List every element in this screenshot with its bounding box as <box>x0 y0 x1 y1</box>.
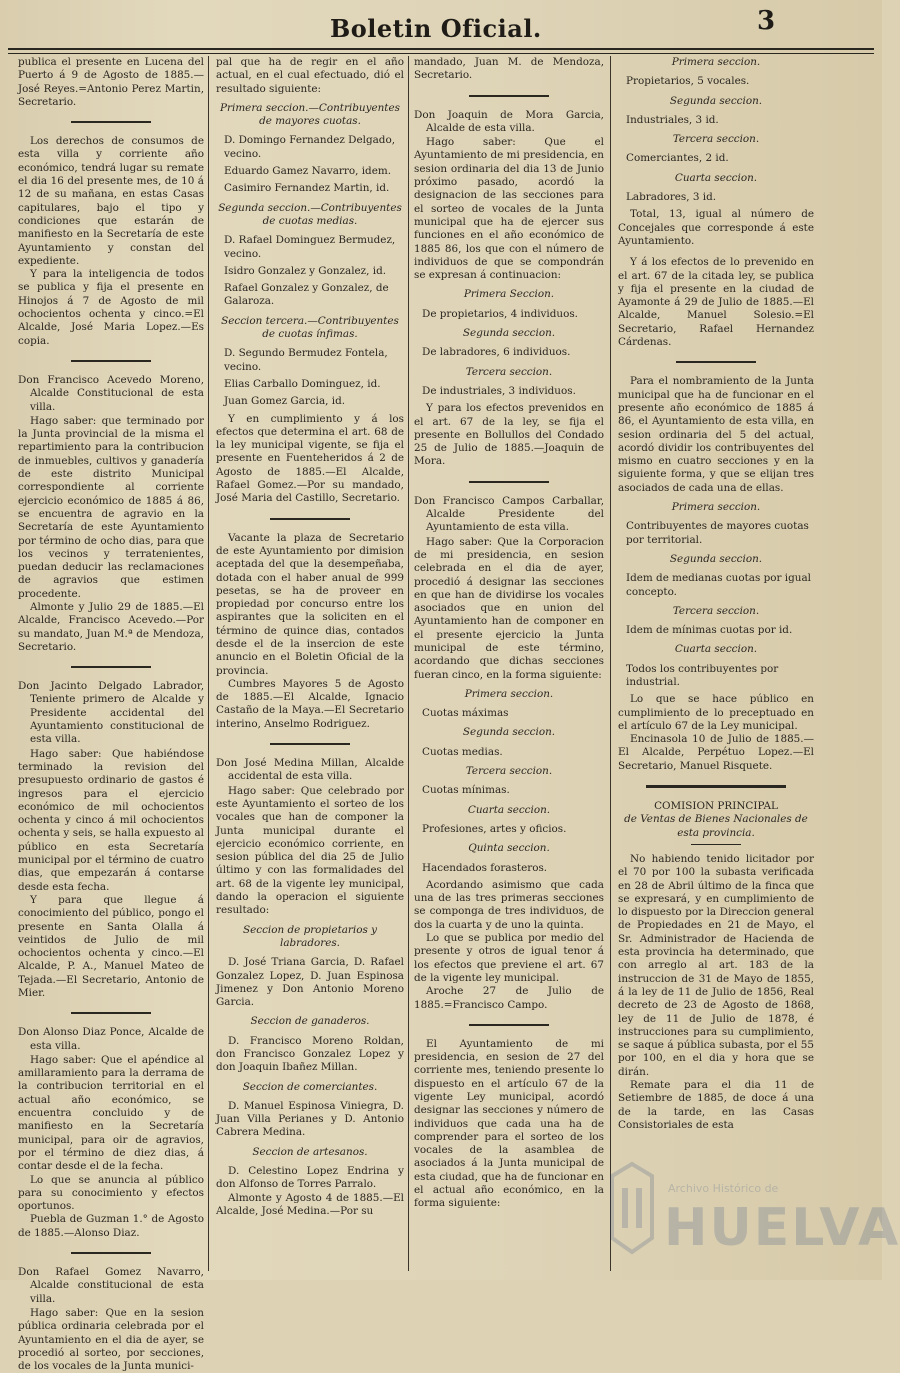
notice-fuenteheridos-body: Hago saber: Que en la sesion pública ordinaria celebrada por el Ayuntamiento en el dia de ayer, se procedió al sorteo, por secciones, de los vocales de la Junta munici- <box>18 1306 204 1373</box>
notice-aroche-note: Acordando asimismo que cada una de las tres primeras secciones se componga de tres individuos, de dos la cuarta y de uno la quinta. <box>414 878 604 931</box>
list-item: D. Rafael Dominguez Bermudez, vecino. <box>224 234 396 260</box>
section-heading: Quinta seccion. <box>468 842 550 855</box>
list-item: De propietarios, 4 individuos. <box>422 307 578 320</box>
notice-bollullos-body: Hago saber: Que el Ayuntamiento de mi presidencia, en sesion ordinaria del dia 13 de Junio próximo pasado, acordó la designacion de las secciones para el sorteo de vocales de la Junta municipal que ha de ejercer sus funciones en el año económico de 1885 86, los que con el número de individuos de que se compondrán se expresan á continuacion: <box>414 136 604 282</box>
section-heading: Cuarta seccion. <box>674 643 758 656</box>
section-heading: Primera Seccion. <box>463 288 555 301</box>
spacer <box>618 248 814 256</box>
section-heading: Primera seccion. <box>671 501 761 514</box>
notice-aroche-note: Lo que se publica por medio del presente y otros de igual tenor á los efectos que previene el art. 67 de la vigente ley municipal. <box>414 932 604 984</box>
section-rule <box>270 743 350 745</box>
list-item: Contribuyentes de mayores cuotas por territorial. <box>626 520 809 546</box>
section-rule <box>71 1012 151 1014</box>
section-heading: Cuarta seccion. <box>467 803 551 816</box>
section-heading: Segunda seccion. <box>669 94 763 107</box>
section-heading: Seccion de comerciantes. <box>242 1080 378 1093</box>
list-item: De industriales, 3 individuos. <box>422 384 576 397</box>
section-rule <box>676 361 756 363</box>
column-2 <box>216 56 404 1271</box>
notice-puebla-body: Hago saber: Que el apéndice al amillaramiento para la derrama de la contribucion territorial en el actual año económico, se encuentra concluido y de manifiesto en la Secretaría municipal, para oir de agravios, por el término de diez dias, á contar desde el de la fecha. <box>18 1053 204 1173</box>
notice-puebla-sign: Puebla de Guzman 1.° de Agosto de 1885.—Alonso Diaz. <box>18 1213 204 1239</box>
notice-santa-olalla-body: Hago saber: Que habiéndose terminado la revision del presupuesto ordinario de gastos é ingresos para el ejercicio económico de mil ochocientos ochenta y cinco á mil ochocientos ochenta y seis, se halla expuesto al público en esta Secretaría municipal por el término de cuatro dias, que empezarán á contarse desde esta fecha. <box>18 747 204 893</box>
column-3 <box>414 56 604 1271</box>
watermark-line1: Archivo Histórico de <box>668 1182 779 1195</box>
notice-encinasola-sign: Encinasola 10 de Julio de 1885.—El Alcalde, Perpétuo Lopez.—El Secretario, Manuel Risquete. <box>618 733 814 772</box>
section-heading: Primera seccion.—Contribuyentes de mayores cuotas. <box>220 101 400 128</box>
column-divider <box>610 56 611 1271</box>
notice-ayamonte-body: El Ayuntamiento de mi presidencia, en sesion de 27 del corriente mes, teniendo presente lo dispuesto en el artículo 67 de la vigente Ley municipal, acordó designar las secciones y número de individuos que cada una ha de comprender para el sorteo de los vocales de la asamblea de asociados á la Junta municipal de esta ciudad, que ha de funcionar en el actual año económico, en la forma siguiente: <box>414 1037 604 1210</box>
notice-subasta-remate: Remate para el dia 11 de Setiembre de 1885, de doce á una de la tarde, en las Casas Consistoriales de esta <box>618 1079 814 1131</box>
section-heading: Primera seccion. <box>464 687 554 700</box>
notice-continuation: pal que ha de regir en el año actual, en el cual efectuado, dió el resultado siguiente: <box>216 56 404 95</box>
notice-subasta-body: No habiendo tenido licitador por el 70 por 100 la subasta verificada en 28 de Abril último de la finca que se expresará, y en cumplimiento de lo dispuesto por la Direccion general de Propiedades en 21 de Mayo, el Sr. Administrador de Hacienda de esta provincia ha determinado, que con arreglo al art. 183 de la instruccion de 31 de Mayo de 1855, á la ley de 11 de Julio de 1856, Real decreto de 23 de Agosto de 1868, ley de 11 de Julio de 1878, é instrucciones para su cumplimiento, se saque á pública subasta, por el 55 por 100, en el dia y hora que se dirán. <box>618 852 814 1078</box>
notice-bollullos-sign: Y para los efectos prevenidos en el art. 67 de la ley, se fija el presente en Bollullos del Condado 25 de Julio de 1885.—Joaquin de Mora. <box>414 402 604 468</box>
list-paragraph: D. Manuel Espinosa Viniegra, D. Juan Villa Perianes y D. Antonio Cabrera Medina. <box>216 1099 404 1139</box>
notice-almonte-head: Don Francisco Acevedo Moreno, Alcalde Constitucional de esta villa. <box>18 373 204 413</box>
list-item: D. Segundo Bermudez Fontela, vecino. <box>224 347 388 373</box>
notice-aroche-body: Hago saber: Que la Corporacion de mi presidencia, en sesion celebrada en el dia de ayer, procedió á designar las secciones en que han de dividirse los vocales asociados que en union del Ayuntamiento han de componer en el presente ejercicio la Junta municipal de este término, acordando que dichas secciones fueran cinco, en la forma siguiente: <box>414 535 604 681</box>
section-subtitle: de Ventas de Bienes Nacionales de esta provincia. <box>624 813 808 839</box>
column-1 <box>18 56 204 1373</box>
watermark-line2: HUELVA <box>664 1198 900 1258</box>
section-rule <box>71 121 151 123</box>
notice-aroche-sign: Aroche 27 de Julio de 1885.=Francisco Campo. <box>414 985 604 1011</box>
list-item: Industriales, 3 id. <box>626 113 719 126</box>
notice-santa-olalla-sign: Y para que llegue á conocimiento del público, pongo el presente en Santa Olalla á veintidos de Julio de mil ochocientos ochenta y cinco.—El Alcalde, P. A., Manuel Mateo de Tejada.—El Secretario, Antonio de Mier. <box>18 893 204 999</box>
notice-almonte-body: Hago saber: que terminado por la Junta provincial de la misma el repartimiento para la contribucion de inmuebles, cultivos y ganadería de este distrito Municipal correspondiente al corriente ejercicio económico de 1885 á 86, se encuentra de agravio en la Secretaría de este Ayuntamiento por término de ocho dias, para que los vecinos y terratenientes, puedan deducir las reclamaciones de agravios que estimen procedente. <box>18 414 204 600</box>
section-rule <box>469 481 549 483</box>
list-item: Casimiro Fernandez Martin, id. <box>224 182 390 195</box>
notice-encinasola-body: Para el nombramiento de la Junta municipal que ha de funcionar en el presente año económico de 1885 á 86, el Ayuntamiento de esta villa, en sesion ordinaria del 5 del actual, acordó dividir los contribuyentes del mismo en cuatro secciones y en la siguiente forma, y que se elijan tres asociados de cada una de ellas. <box>618 375 814 494</box>
notice-lucena: publica el presente en Lucena del Puerto á 9 de Agosto de 1885.—José Reyes.=Antonio Perez Martin, Secretario. <box>18 56 204 108</box>
list-item: Juan Gomez Garcia, id. <box>224 395 346 408</box>
notice-encinasola-note: Lo que se hace público en cumplimiento de lo preceptuado en el artículo 67 de la Ley municipal. <box>618 693 814 732</box>
section-rule <box>469 1024 549 1026</box>
list-item: Todos los contribuyentes por industrial. <box>626 662 779 688</box>
notice-sign: Y en cumplimiento y á los efectos que determina el art. 68 de la ley municipal vigente, se fija el presente en Fuenteheridos á 2 de Agosto de 1885.—El Alcalde, Rafael Gomez.—Por su mandado, José Maria del Castillo, Secretario. <box>216 412 404 505</box>
column-divider <box>408 56 409 1271</box>
column-4 <box>618 56 814 1271</box>
section-rule <box>71 666 151 668</box>
section-rule <box>71 1252 151 1254</box>
section-heading: Seccion de artesanos. <box>252 1145 368 1158</box>
section-rule <box>270 518 350 520</box>
section-rule <box>469 95 549 97</box>
list-item: Rafael Gonzalez y Gonzalez, de Galaroza. <box>224 282 389 308</box>
list-item: Eduardo Gamez Navarro, idem. <box>224 165 392 178</box>
section-heading: Segunda seccion. <box>669 552 763 565</box>
notice-medina-head: Don José Medina Millan, Alcalde accidental de esta villa. <box>216 757 404 783</box>
section-heading: Primera seccion. <box>671 56 761 68</box>
notice-bollullos-head: Don Joaquin de Mora Garcia, Alcalde de esta villa. <box>414 108 604 134</box>
section-rule <box>646 785 786 788</box>
section-heading: Segunda seccion.—Contribuyentes de cuotas medias. <box>218 201 402 227</box>
list-paragraph: D. Francisco Moreno Roldan, don Francisco Gonzalez Lopez y don Joaquin Ibañez Millan. <box>216 1034 404 1074</box>
section-heading: Tercera seccion. <box>672 133 760 146</box>
section-rule <box>691 844 741 845</box>
section-heading: Tercera seccion. <box>465 765 553 778</box>
notice-cumbres-sign: Cumbres Mayores 5 de Agosto de 1885.—El Alcalde, Ignacio Castaño de la Maya.—El Secretario interino, Anselmo Rodriguez. <box>216 677 404 730</box>
notice-continuation: mandado, Juan M. de Mendoza, Secretario. <box>414 56 604 82</box>
notice-santa-olalla-head: Don Jacinto Delgado Labrador, Teniente primero de Alcalde y Presidente accidental del Ayuntamiento constitucional de esta villa. <box>18 680 204 746</box>
notice-almonte-sign: Almonte y Julio 29 de 1885.—El Alcalde, Francisco Acevedo.—Por su mandato, Juan M.ª de Mendoza, Secretario. <box>18 600 204 653</box>
list-item: Idem de mínimas cuotas por id. <box>626 624 793 637</box>
page-header <box>0 0 882 50</box>
list-paragraph: D. Celestino Lopez Endrina y don Alfonso de Torres Parralo. <box>216 1165 404 1191</box>
list-item: Cuotas mínimas. <box>422 784 510 797</box>
list-item: Idem de medianas cuotas por igual concepto. <box>626 572 811 598</box>
notice-medina-sign: Almonte y Agosto 4 de 1885.—El Alcalde, José Medina.—Por su <box>216 1191 404 1217</box>
notice-hinojos-body: Los derechos de consumos de esta villa y corriente año económico, tendrá lugar su remate el dia 16 del presente mes, de 10 á 12 de su mañana, en estas Casas capitulares, bajo el tipo y condiciones que estarán de manifiesto en la Secretaría de este Ayuntamiento y constan del expediente. <box>18 135 204 267</box>
list-item: Labradores, 3 id. <box>626 191 717 204</box>
section-heading: Segunda seccion. <box>462 327 556 340</box>
notice-aroche-head: Don Francisco Campos Carballar, Alcalde Presidente del Ayuntamiento de esta villa. <box>414 494 604 534</box>
list-item: Comerciantes, 2 id. <box>626 152 729 165</box>
list-item: Cuotas máximas <box>422 707 509 720</box>
column-divider <box>208 56 209 1271</box>
list-item: Profesiones, artes y oficios. <box>422 822 567 835</box>
section-heading: Seccion de propietarios y labradores. <box>242 923 377 949</box>
list-item: Hacendados forasteros. <box>422 861 548 874</box>
section-heading: Tercera seccion. <box>672 604 760 617</box>
masthead-title: Boletin Oficial. <box>330 14 542 43</box>
notice-medina-body: Hago saber: Que celebrado por este Ayuntamiento el sorteo de los vocales que han de componer la Junta municipal durante el ejercicio económico corriente, en sesion pública del dia 25 de Julio último y con las formalidades del art. 68 de la vigente ley municipal, dando la operacion el siguiente resultado: <box>216 784 404 917</box>
notice-puebla-head: Don Alonso Diaz Ponce, Alcalde de esta villa. <box>18 1026 204 1052</box>
list-item: Cuotas medias. <box>422 745 503 758</box>
notice-fuenteheridos-head: Don Rafael Gomez Navarro, Alcalde constitucional de esta villa. <box>18 1266 204 1305</box>
list-paragraph: D. José Triana Garcia, D. Rafael Gonzalez Lopez, D. Juan Espinosa Jimenez y Don Antonio Moreno Garcia. <box>216 956 404 1009</box>
list-item: Elias Carballo Dominguez, id. <box>224 377 381 390</box>
notice-ayamonte-total: Total, 13, igual al número de Concejales que corresponde á este Ayuntamiento. <box>618 208 814 247</box>
list-item: D. Domingo Fernandez Delgado, vecino. <box>224 134 396 160</box>
notice-puebla-note: Lo que se anuncia al público para su conocimiento y efectos oportunos. <box>18 1173 204 1213</box>
notice-cumbres-body: Vacante la plaza de Secretario de este Ayuntamiento por dimision aceptada del que la desempeñaba, dotada con el haber anual de 999 pesetas, se ha de proveer en propiedad por concurso entre los aspirantes que la soliciten en el término de quince dias, contados desde el de la insercion de este anuncio en el Boletin Oficial de la provincia. <box>216 531 404 677</box>
section-heading: Seccion de ganaderos. <box>250 1015 370 1028</box>
page-number: 3 <box>757 6 776 36</box>
section-rule <box>71 360 151 362</box>
section-heading: Cuarta seccion. <box>674 171 758 184</box>
section-heading: Tercera seccion. <box>465 365 553 378</box>
list-item: De labradores, 6 individuos. <box>422 346 571 359</box>
notice-ayamonte-sign: Y á los efectos de lo prevenido en el art. 67 de la citada ley, se publica y fija el presente en la ciudad de Ayamonte á 29 de Julio de 1885.—El Alcalde, Manuel Solesio.=El Secretario, Rafael Hernandez Cárdenas. <box>618 256 814 349</box>
section-heading: Seccion tercera.—Contribuyentes de cuotas ínfimas. <box>221 314 399 341</box>
list-item: Isidro Gonzalez y Gonzalez, id. <box>224 264 387 277</box>
notice-hinojos-sign: Y para la inteligencia de todos se publica y fija el presente en Hinojos á 7 de Agosto de mil ochocientos ochenta y cinco.=El Alcalde, José Maria Lopez.—Es copia. <box>18 268 204 347</box>
section-title: COMISION PRINCIPAL <box>654 800 778 813</box>
list-item: Propietarios, 5 vocales. <box>626 75 750 88</box>
section-heading: Segunda seccion. <box>462 726 556 739</box>
header-rule <box>8 48 874 54</box>
